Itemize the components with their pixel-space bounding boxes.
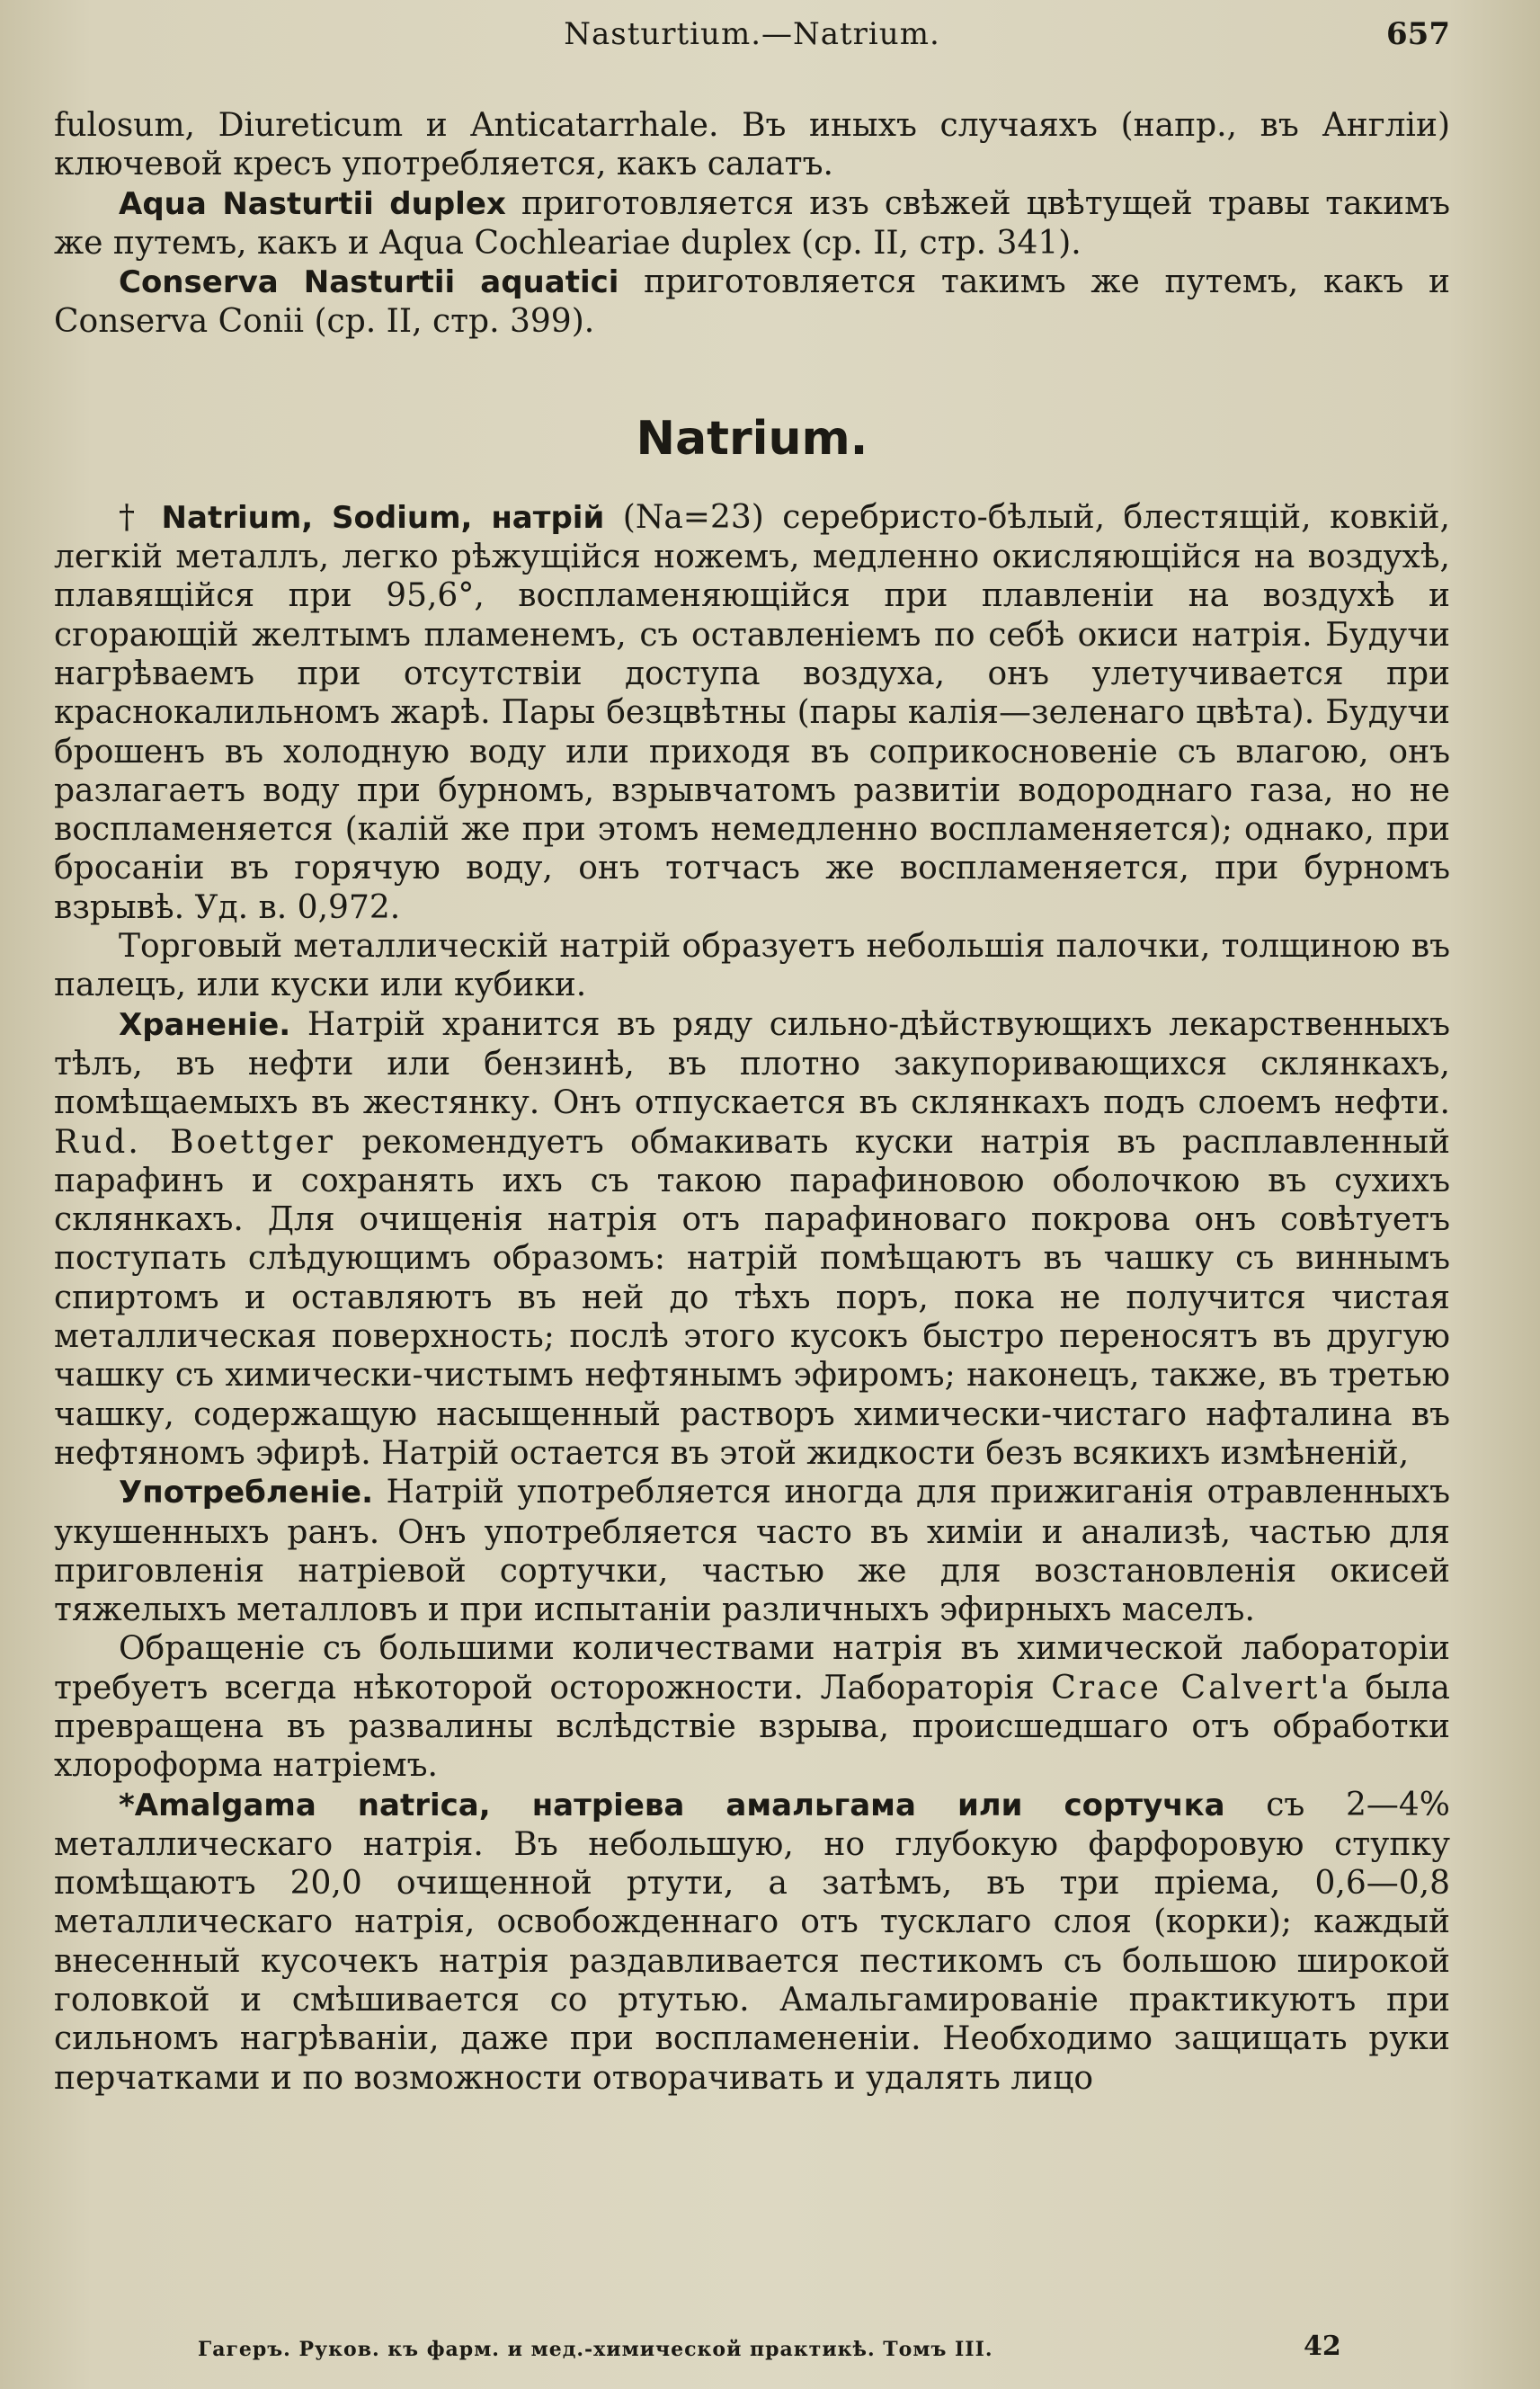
author-name: Crace Calvert (1051, 1669, 1321, 1707)
paragraph-text: приготовляется такимъ же путемъ, какъ и Conserva Conii (ср. II, стр. 399). (54, 263, 1450, 341)
paragraph-amalgama (54, 1786, 1450, 2098)
page-number: 657 (1386, 16, 1450, 52)
paragraph-text: fulosum, Diureticum и Anticatarrhale. Въ иныхъ случаяхъ (напр., въ Англіи) ключевой кресъ употребляется, какъ салатъ. (54, 107, 1450, 183)
paragraph-handling (54, 1629, 1450, 1785)
paragraph-aqua-nasturtii (54, 184, 1450, 263)
paragraph-commercial-natrium (54, 927, 1450, 1005)
paragraph-usage (54, 1473, 1450, 1629)
term-aqua-nasturtii: Aqua Nasturtii duplex (119, 185, 506, 222)
running-head (54, 16, 1450, 61)
paragraph-text: рекомендуетъ обмакивать куски натрія въ расплавленный парафинъ и сохранять ихъ съ такою парафиновою оболочкою въ сухихъ склянкахъ. Для очищенія натрія отъ парафиноваго покрова онъ совѣтуетъ поступать слѣдующимъ образомъ: натрій помѣщаютъ въ чашку съ виннымъ спиртомъ и оставляютъ въ ней до тѣхъ поръ, пока не получится чистая металлическая поверхность; послѣ этого кусокъ быстро переносятъ въ другую чашку съ химически-чистымъ нефтянымъ эфиромъ; наконецъ, также, въ третью чашку, содержащую насыщенный растворъ химически-чистаго нафталина въ нефтяномъ эфирѣ. Натрій остается въ этой жидкости безъ всякихъ измѣненій, (54, 1123, 1451, 1472)
footer-book-title: Гагеръ. Руков. къ фарм. и мед.-химической практикѣ. Томъ III. (198, 2338, 993, 2361)
author-name: Rud. Boettger (54, 1123, 336, 1161)
paragraph-text: Натрій употребляется иногда для прижиганія отравленныхъ укушенныхъ ранъ. Онъ употребляется часто въ химіи и анализѣ, частью для приговленія натріевой сортучки, частью же для возстановленія окисей тяжелыхъ металловъ и при испытаніи различныхъ эфирныхъ маселъ. (54, 1474, 1450, 1629)
paragraph-text: (Na=23) серебристо-бѣлый, блестящій, ковкій, легкій металлъ, легко рѣжущійся ножемъ, медленно окисляющійся на воздухѣ, плавящійся при 95,6°, воспламеняющійся при плавленіи на воздухѣ и сгорающій желтымъ пламенемъ, съ оставленіемъ по себѣ окиси натрія. Будучи нагрѣваемъ при отсутствіи доступа воздуха, онъ улетучивается при краснокалильномъ жарѣ. Пары безцвѣтны (пары калія—зеленаго цвѣта). Будучи брошенъ въ холодную воду или приходя въ соприкосновеніе съ влагою, онъ разлагаетъ воду при бурномъ, взрывчатомъ развитіи водороднаго газа, но не воспламеняется (калій же при этомъ немедленно воспламеняется); однако, при бросаніи въ горячую воду, онъ тотчасъ же воспламеняется, при бурномъ взрывѣ. Уд. в. 0,972. (54, 498, 1450, 926)
heading-storage: Храненіе. (119, 1006, 291, 1043)
body-text (54, 106, 1450, 2098)
term-conserva-nasturtii: Conserva Nasturtii aquatici (119, 264, 619, 301)
paragraph-storage (54, 1005, 1450, 1474)
term-amalgama-natrica: *Amalgama natrica, натріева амальгама или сортучка (119, 1787, 1225, 1823)
term-natrium: Natrium, Sodium, натрій (161, 499, 605, 536)
paragraph-text: Обращеніе съ большими количествами натрія въ химической лабораторіи требуетъ всегда нѣкоторой осторожности. Лабораторія (54, 1630, 1450, 1707)
running-title: Nasturtium.—Natrium. (564, 16, 940, 52)
paragraph-text: приготовляется изъ свѣжей цвѣтущей травы такимъ же путемъ, какъ и Aqua Cochleariae duplex (ср. II, стр. 341). (54, 184, 1450, 262)
paragraph-text: Натрій хранится въ ряду сильно-дѣйствующихъ лекарственныхъ тѣлъ, въ нефти или бензинѣ, въ плотно закупоривающихся склянкахъ, помѣщаемыхъ въ жестянку. Онъ отпускается въ склянкахъ подъ слоемъ нефти. (54, 1005, 1450, 1122)
page-footer (54, 2331, 1450, 2374)
signature-mark: 42 (1304, 2331, 1341, 2362)
paragraph-text: 'а была превращена въ развалины вслѣдствіе взрыва, происшедшаго отъ обработки хлороформа натріемъ. (54, 1669, 1451, 1785)
heading-usage: Употребленіе. (119, 1475, 373, 1511)
paragraph-natrium-description (54, 498, 1450, 927)
paragraph-intro-continued (54, 106, 1450, 184)
paragraph-text: Торговый металлическій натрій образуетъ небольшія палочки, толщиною въ палецъ, или куски или кубики. (54, 928, 1450, 1004)
paragraph-text: съ 2—4% металлическаго натрія. Въ небольшую, но глубокую фарфоровую ступку помѣщаютъ 20,0 очищенной ртути, а затѣмъ, въ три пріема, 0,6—0,8 металлическаго натрія, освобожденнаго отъ тусклаго слоя (корки); каждый внесенный кусочекъ натрія раздавливается пестикомъ съ большою широкой головкой и смѣшивается со ртутью. Амальгамированіе практикуютъ при сильномъ нагрѣваніи, даже при воспламененіи. Необходимо защищать руки перчатками и по возможности отворачивать и удалять лицо (54, 1786, 1450, 2097)
paragraph-conserva-nasturtii (54, 263, 1450, 342)
section-title: Natrium. (636, 411, 868, 466)
dagger-mark: † (119, 498, 162, 536)
